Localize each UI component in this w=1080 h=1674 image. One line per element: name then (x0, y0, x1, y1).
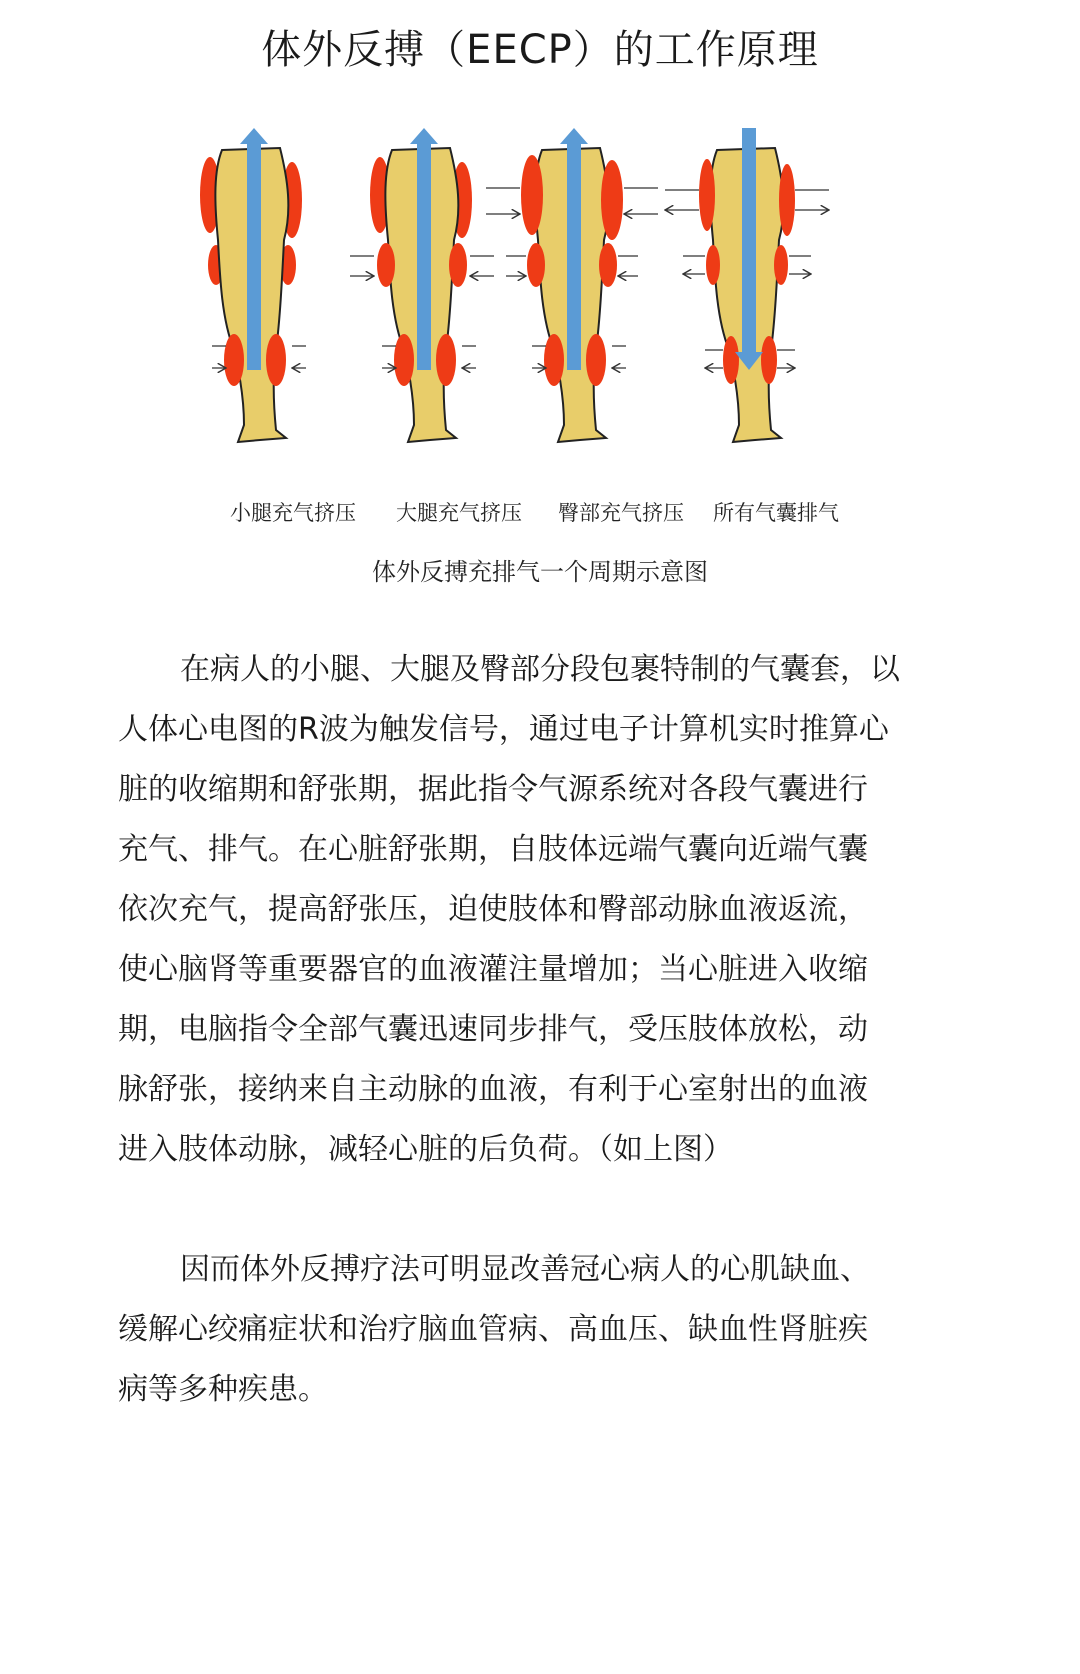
text-line: 进入肢体动脉，减轻心脏的后负荷。（如上图） (118, 1132, 733, 1167)
text-line: 充气、排气。在心脏舒张期，自肢体远端气囊向近端气囊 (118, 832, 868, 867)
page-title: 体外反搏（EECP）的工作原理 (261, 27, 819, 73)
text-line: 使心脑肾等重要器官的血液灌注量增加；当心脏进入收缩 (118, 952, 868, 987)
text-line: 期，电脑指令全部气囊迅速同步排气，受压肢体放松，动 (118, 1012, 868, 1047)
stage-label-calf: 小腿充气挤压 (230, 501, 356, 525)
text-line: 因而体外反搏疗法可明显改善冠心病人的心肌缺血、 (180, 1252, 870, 1287)
text-line: 病等多种疾患。 (118, 1372, 328, 1407)
stage-thigh (350, 128, 494, 442)
text-line: 脏的收缩期和舒张期，据此指令气源系统对各段气囊进行 (118, 772, 868, 807)
text-line: 在病人的小腿、大腿及臀部分段包裹特制的气囊套，以 (180, 652, 900, 687)
text-line: 人体心电图的R波为触发信号，通过电子计算机实时推算心 (118, 712, 889, 747)
stage-deflate (665, 128, 829, 442)
eecp-cycle-diagram (190, 120, 890, 470)
paragraph-mechanism (118, 640, 978, 1180)
stage-labels (230, 498, 850, 528)
stage-label-deflate: 所有气囊排气 (713, 501, 839, 525)
stage-label-thigh: 大腿充气挤压 (396, 501, 522, 525)
stage-calf (200, 128, 306, 442)
text-line: 依次充气，提高舒张压，迫使肢体和臀部动脉血液返流， (118, 892, 868, 927)
stage-label-buttock: 臀部充气挤压 (558, 501, 684, 525)
figure-caption: 体外反搏充排气一个周期示意图 (372, 558, 708, 586)
text-line: 脉舒张，接纳来自主动脉的血液，有利于心室射出的血液 (118, 1072, 868, 1107)
paragraph-benefits (118, 1240, 978, 1420)
stage-buttock (486, 128, 658, 442)
text-line: 缓解心绞痛症状和治疗脑血管病、高血压、缺血性肾脏疾 (118, 1312, 868, 1347)
